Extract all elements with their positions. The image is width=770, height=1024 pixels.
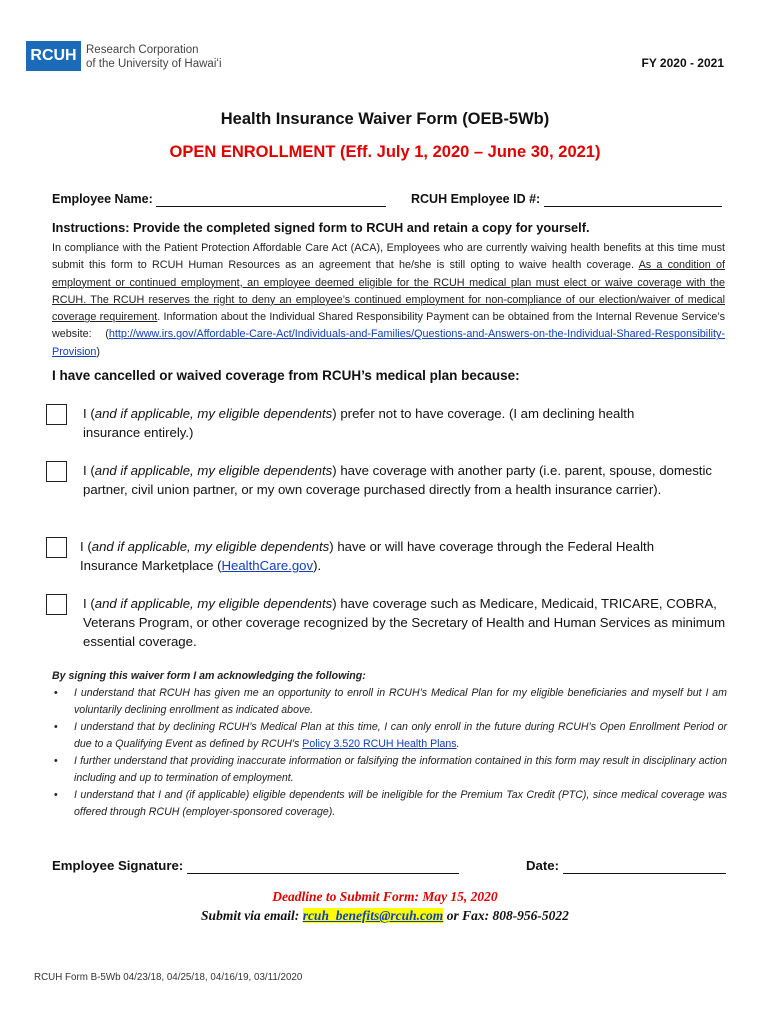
option-1-body: ) prefer not to have coverage. (I am declining health insurance entirely.) <box>83 406 635 440</box>
option-3-body: ) have or will have coverage through the Federal Health Insurance Marketplace ( <box>80 539 655 573</box>
employee-name-label: Employee Name: <box>52 192 153 206</box>
employee-id-row <box>411 192 722 207</box>
option-4-body: ) have coverage such as Medicare, Medicaid, TRICARE, COBRA, Veterans Program, or other coverage recognized by the Secretary of Health and Human Services as minimum essential coverage. <box>83 596 726 649</box>
instructions-underlined-text: As a condition of employment or continued employment, an employee deemed eligible for the RCUH medical plan must elect or waive coverage with the RCUH. The RCUH reserves the right to deny an employee’s continued employment for non-compliance of our election/waiver of medical coverage requirement <box>52 259 726 324</box>
email-link[interactable]: rcuh_benefits@rcuh.com <box>302 908 444 923</box>
acknowledgment-item-1 <box>52 685 727 719</box>
option-1-text <box>83 404 683 442</box>
instructions-text-1: In compliance with the Patient Protection Affordable Care Act (ACA), Employees who are currently waiving health benefits at this time must submit this form to RCUH Human Resources as an agreement that he/she is still opting to waive health coverage. <box>52 242 725 272</box>
option-1-italic: and if applicable, my eligible dependents <box>94 406 333 421</box>
instructions-heading: Instructions: Provide the completed signed form to RCUH and retain a copy for yourself. <box>52 220 590 235</box>
acknowledgment-item-2-suffix: . <box>456 738 460 750</box>
acknowledgment-item-2-text: I understand that by declining RCUH’s Medical Plan at this time, I can only enroll in the future during RCUH’s Open Enrollment Period or due to a Qualifying Event as defined by RCUH’s <box>74 721 727 750</box>
instructions-text-2: . Information about the Individual Shared Responsibility Payment can be obtained from the Internal Revenue Service’s website: ( <box>52 311 725 341</box>
option-4-prefix: I ( <box>83 596 95 611</box>
submit-suffix: or Fax: 808-956-5022 <box>443 908 569 923</box>
submit-prefix: Submit via email: <box>201 908 303 923</box>
acknowledgment-item-2 <box>52 719 727 753</box>
acknowledgment-item-1-text: I understand that RCUH has given me an opportunity to enroll in RCUH’s Medical Plan for my eligible beneficiaries and myself but I am voluntarily declining enrollment as indicated above. <box>74 687 727 716</box>
fiscal-year: FY 2020 - 2021 <box>641 56 724 70</box>
employee-name-row <box>52 192 386 207</box>
option-1-prefix: I ( <box>83 406 95 421</box>
option-2-italic: and if applicable, my eligible dependents <box>94 463 333 478</box>
bullet: • <box>54 789 58 801</box>
irs-link[interactable]: http://www.irs.gov/Affordable-Care-Act/Individuals-and-Families/Questions-and-Answers-on-the-Individual-Shared-Responsibility-Provision <box>52 328 725 358</box>
signature-row <box>52 858 459 874</box>
option-4-checkbox[interactable] <box>46 594 67 615</box>
form-subtitle: OPEN ENROLLMENT (Eff. July 1, 2020 – June 30, 2021) <box>169 143 601 161</box>
employee-id-label: RCUH Employee ID #: <box>411 192 541 206</box>
option-4-text <box>83 594 733 651</box>
option-3-suffix: ). <box>313 558 322 573</box>
option-2-prefix: I ( <box>83 463 95 478</box>
healthcare-gov-link[interactable]: HealthCare.gov <box>221 558 314 573</box>
option-3-prefix: I ( <box>80 539 92 554</box>
instructions-body <box>52 240 725 361</box>
org-name <box>86 43 222 71</box>
option-3-text <box>80 537 690 575</box>
bullet: • <box>54 687 58 699</box>
submit-instructions <box>0 908 770 924</box>
option-2-text <box>83 461 723 499</box>
date-label: Date: <box>526 858 559 873</box>
option-2-body: ) have coverage with another party (i.e. parent, spouse, domestic partner, civil union partner, or my own coverage purchased directly from a health insurance carrier). <box>83 463 712 497</box>
option-3-italic: and if applicable, my eligible dependents <box>91 539 330 554</box>
acknowledgment-item-4 <box>52 787 727 821</box>
option-4-italic: and if applicable, my eligible dependents <box>94 596 333 611</box>
org-name-line2: of the University of Hawaiʻi <box>86 58 222 70</box>
option-3-checkbox[interactable] <box>46 537 67 558</box>
signature-label: Employee Signature: <box>52 858 184 873</box>
employee-id-field[interactable] <box>544 192 722 207</box>
acknowledgment-section <box>52 668 727 821</box>
signature-field[interactable] <box>187 858 459 874</box>
acknowledgment-heading: By signing this waiver form I am acknowledging the following: <box>52 670 366 682</box>
date-field[interactable] <box>563 858 726 874</box>
rcuh-logo: RCUH <box>26 41 81 71</box>
employee-name-field[interactable] <box>156 192 386 207</box>
org-name-line1: Research Corporation <box>86 44 199 56</box>
date-row <box>526 858 726 874</box>
bullet: • <box>54 755 58 767</box>
form-footer: RCUH Form B-5Wb 04/23/18, 04/25/18, 04/16/19, 03/11/2020 <box>34 972 303 983</box>
option-2-checkbox[interactable] <box>46 461 67 482</box>
reasons-heading: I have cancelled or waived coverage from RCUH’s medical plan because: <box>52 368 520 383</box>
option-1-checkbox[interactable] <box>46 404 67 425</box>
deadline-text: Deadline to Submit Form: May 15, 2020 <box>272 889 498 904</box>
acknowledgment-item-4-text: I understand that I and (if applicable) eligible dependents will be ineligible for the Premium Tax Credit (PTC), since medical coverage was offered through RCUH (employer-sponsored coverage). <box>74 789 727 818</box>
acknowledgment-item-3 <box>52 753 727 787</box>
instructions-text-3: ) <box>96 345 101 358</box>
bullet: • <box>54 721 58 733</box>
form-title: Health Insurance Waiver Form (OEB-5Wb) <box>220 110 550 128</box>
policy-link[interactable]: Policy 3.520 RCUH Health Plans <box>302 738 457 750</box>
acknowledgment-item-3-text: I further understand that providing inaccurate information or falsifying the information contained in this form may result in disciplinary action including and up to termination of employment. <box>74 755 727 784</box>
